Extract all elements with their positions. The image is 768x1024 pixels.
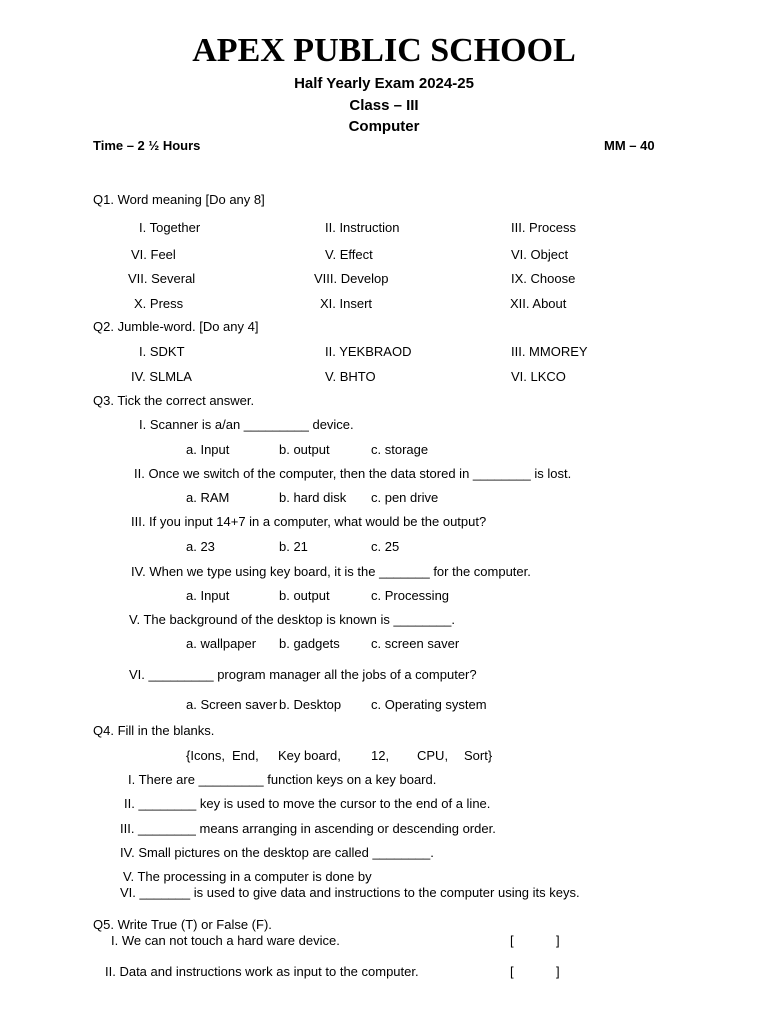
q1-word: III. Process [511, 220, 577, 235]
q5-title: Q5. Write True (T) or False (F). [93, 917, 272, 932]
q3-option-a: a. wallpaper [186, 636, 257, 651]
max-marks-label: MM – 40 [604, 138, 655, 153]
q3-title: Q3. Tick the correct answer. [93, 393, 255, 408]
word-bank-item: 12, [371, 748, 390, 763]
q3-option-c: c. storage [371, 442, 429, 457]
q3-question: III. If you input 14+7 in a computer, what would be the output? [131, 514, 487, 529]
q3-question: V. The background of the desktop is known is ________. [129, 612, 455, 627]
school-name: APEX PUBLIC SCHOOL [192, 32, 576, 69]
q3-option-a: a. Input [186, 588, 230, 603]
q1-word: X. Press [134, 296, 184, 311]
word-bank-item: Sort} [464, 748, 493, 763]
q3-option-b: b. gadgets [279, 636, 340, 651]
word-bank-item: Key board, [278, 748, 341, 763]
q2-word: VI. LKCO [511, 369, 566, 384]
q4-item: III. ________ means arranging in ascending or descending order. [120, 821, 496, 836]
q5-statement: I. We can not touch a hard ware device. [111, 933, 340, 948]
q1-word: I. Together [139, 220, 201, 235]
q1-word: II. Instruction [325, 220, 400, 235]
q2-word: II. YEKBRAOD [325, 344, 412, 359]
answer-bracket-close[interactable]: ] [556, 933, 560, 948]
q1-word: IX. Choose [511, 271, 576, 286]
q4-item: V. The processing in a computer is done by [123, 869, 372, 884]
q3-option-c: c. pen drive [371, 490, 439, 505]
answer-bracket-close[interactable]: ] [556, 964, 560, 979]
q4-item: IV. Small pictures on the desktop are called ________. [120, 845, 434, 860]
q3-option-b: b. output [279, 442, 330, 457]
subject-label: Computer [348, 118, 420, 135]
exam-title: Half Yearly Exam 2024-25 [294, 75, 474, 92]
q1-word: XII. About [510, 296, 567, 311]
q3-option-b: b. 21 [279, 539, 308, 554]
q3-option-a: a. RAM [186, 490, 230, 505]
time-label: Time – 2 ½ Hours [93, 138, 201, 153]
q4-item: I. There are _________ function keys on a key board. [128, 772, 437, 787]
q1-word: VI. Object [511, 247, 569, 262]
word-bank-item: End, [232, 748, 259, 763]
q1-word: VI. Feel [131, 247, 176, 262]
q3-option-c: c. Operating system [371, 697, 487, 712]
q3-option-b: b. hard disk [279, 490, 347, 505]
answer-bracket-open[interactable]: [ [510, 933, 514, 948]
q2-word: I. SDKT [139, 344, 185, 359]
q3-question: II. Once we switch of the computer, then the data stored in ________ is lost. [134, 466, 572, 481]
q2-word: III. MMOREY [511, 344, 588, 359]
q3-option-c: c. screen saver [371, 636, 460, 651]
q2-word: V. BHTO [325, 369, 376, 384]
word-bank-item: CPU, [417, 748, 449, 763]
q2-word: IV. SLMLA [131, 369, 192, 384]
q3-question: VI. _________ program manager all the jobs of a computer? [129, 667, 477, 682]
q4-item: II. ________ key is used to move the cursor to the end of a line. [124, 796, 491, 811]
q3-question: I. Scanner is a/an _________ device. [139, 417, 354, 432]
q1-word: V. Effect [325, 247, 373, 262]
word-bank-item: {Icons, [186, 748, 226, 763]
q3-option-b: b. Desktop [279, 697, 342, 712]
q1-word: XI. Insert [320, 296, 373, 311]
q1-word: VII. Several [128, 271, 196, 286]
q3-option-a: a. Screen saver [186, 697, 278, 712]
q5-statement: II. Data and instructions work as input to the computer. [105, 964, 419, 979]
q1-word: VIII. Develop [314, 271, 389, 286]
q4-title: Q4. Fill in the blanks. [93, 723, 215, 738]
q3-question: IV. When we type using key board, it is the _______ for the computer. [131, 564, 531, 579]
q3-option-a: a. Input [186, 442, 230, 457]
q3-option-b: b. output [279, 588, 330, 603]
q1-title: Q1. Word meaning [Do any 8] [93, 192, 265, 207]
q3-option-c: c. Processing [371, 588, 450, 603]
answer-bracket-open[interactable]: [ [510, 964, 514, 979]
class-label: Class – III [349, 97, 419, 114]
q4-item: VI. _______ is used to give data and instructions to the computer using its keys. [120, 885, 580, 900]
q2-title: Q2. Jumble-word. [Do any 4] [93, 319, 259, 334]
q3-option-a: a. 23 [186, 539, 215, 554]
q3-option-c: c. 25 [371, 539, 400, 554]
